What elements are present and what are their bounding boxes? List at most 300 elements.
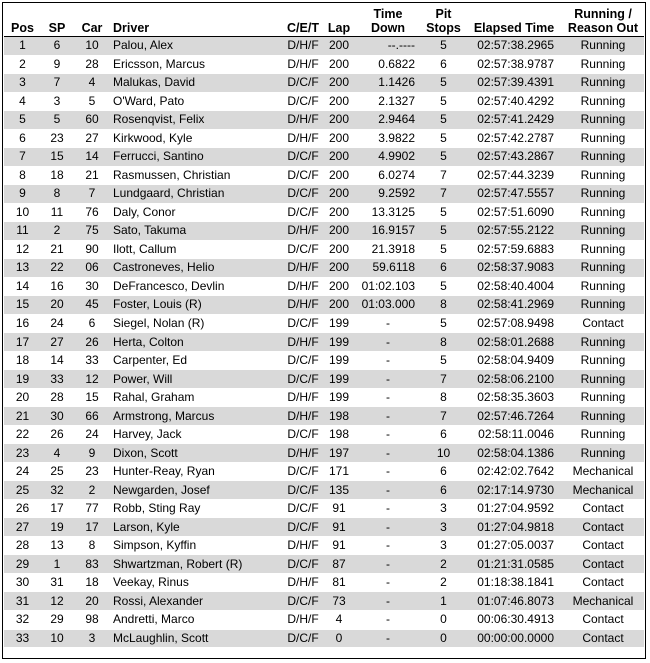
cet-cell: D/C/F <box>283 518 323 537</box>
header-elapsed-time: Elapsed Time <box>466 3 562 37</box>
car-cell: 23 <box>73 462 111 481</box>
time-down-cell: - <box>355 444 421 463</box>
sp-cell: 9 <box>41 55 73 74</box>
cet-cell: D/C/F <box>283 148 323 167</box>
sp-cell: 25 <box>41 462 73 481</box>
elapsed-time-cell: 01:27:04.9818 <box>466 518 562 537</box>
car-cell: 20 <box>73 592 111 611</box>
lap-cell: 199 <box>323 333 355 352</box>
car-cell: 3 <box>73 629 111 648</box>
elapsed-time-cell: 02:58:06.2100 <box>466 370 562 389</box>
sp-cell: 16 <box>41 277 73 296</box>
time-down-cell: 01:03.000 <box>355 296 421 315</box>
pit-stops-cell: 5 <box>421 92 466 111</box>
pit-stops-cell: 1 <box>421 592 466 611</box>
table-row <box>4 536 644 555</box>
status-cell: Contact <box>562 629 644 648</box>
table-row <box>4 610 644 629</box>
pit-stops-cell: 6 <box>421 259 466 278</box>
pos-cell: 11 <box>4 222 41 241</box>
sp-cell: 23 <box>41 129 73 148</box>
car-cell: 98 <box>73 610 111 629</box>
pos-cell: 29 <box>4 555 41 574</box>
lap-cell: 200 <box>323 222 355 241</box>
pit-stops-cell: 6 <box>421 481 466 500</box>
elapsed-time-cell: 01:07:46.8073 <box>466 592 562 611</box>
lap-cell: 73 <box>323 592 355 611</box>
driver-cell: Foster, Louis (R) <box>111 296 283 315</box>
car-cell: 8 <box>73 536 111 555</box>
status-cell: Running <box>562 166 644 185</box>
car-cell: 76 <box>73 203 111 222</box>
pit-stops-cell: 7 <box>421 185 466 204</box>
elapsed-time-cell: 02:17:14.9730 <box>466 481 562 500</box>
pos-cell: 7 <box>4 148 41 167</box>
car-cell: 10 <box>73 37 111 56</box>
driver-cell: Shwartzman, Robert (R) <box>111 555 283 574</box>
pit-stops-cell: 5 <box>421 111 466 130</box>
sp-cell: 17 <box>41 499 73 518</box>
pit-stops-cell: 5 <box>421 148 466 167</box>
time-down-cell: - <box>355 481 421 500</box>
elapsed-time-cell: 00:06:30.4913 <box>466 610 562 629</box>
table-header <box>4 3 644 37</box>
lap-cell: 91 <box>323 499 355 518</box>
sp-cell: 8 <box>41 185 73 204</box>
driver-cell: Rosenqvist, Felix <box>111 111 283 130</box>
elapsed-time-cell: 02:57:41.2429 <box>466 111 562 130</box>
lap-cell: 200 <box>323 92 355 111</box>
lap-cell: 91 <box>323 536 355 555</box>
table-row <box>4 388 644 407</box>
table-row <box>4 92 644 111</box>
sp-cell: 21 <box>41 240 73 259</box>
elapsed-time-cell: 02:57:59.6883 <box>466 240 562 259</box>
car-cell: 9 <box>73 444 111 463</box>
lap-cell: 4 <box>323 610 355 629</box>
time-down-cell: 2.1327 <box>355 92 421 111</box>
sp-cell: 26 <box>41 425 73 444</box>
header-time-down: Time Down <box>355 3 421 37</box>
cet-cell: D/H/F <box>283 536 323 555</box>
table-row <box>4 314 644 333</box>
pos-cell: 18 <box>4 351 41 370</box>
elapsed-time-cell: 01:21:31.0585 <box>466 555 562 574</box>
elapsed-time-cell: 02:58:35.3603 <box>466 388 562 407</box>
pos-cell: 26 <box>4 499 41 518</box>
pit-stops-cell: 8 <box>421 388 466 407</box>
car-cell: 21 <box>73 166 111 185</box>
pos-cell: 4 <box>4 92 41 111</box>
lap-cell: 200 <box>323 37 355 56</box>
sp-cell: 29 <box>41 610 73 629</box>
sp-cell: 20 <box>41 296 73 315</box>
status-cell: Running <box>562 148 644 167</box>
pos-cell: 23 <box>4 444 41 463</box>
pit-stops-cell: 0 <box>421 629 466 648</box>
results-sheet <box>2 2 646 659</box>
sp-cell: 12 <box>41 592 73 611</box>
time-down-cell: - <box>355 592 421 611</box>
car-cell: 66 <box>73 407 111 426</box>
pit-stops-cell: 5 <box>421 222 466 241</box>
elapsed-time-cell: 02:58:01.2688 <box>466 333 562 352</box>
lap-cell: 200 <box>323 185 355 204</box>
time-down-cell: 01:02.103 <box>355 277 421 296</box>
table-row <box>4 407 644 426</box>
elapsed-time-cell: 01:18:38.1841 <box>466 573 562 592</box>
pit-stops-cell: 5 <box>421 277 466 296</box>
cet-cell: D/H/F <box>283 388 323 407</box>
driver-cell: Rossi, Alexander <box>111 592 283 611</box>
sp-cell: 5 <box>41 111 73 130</box>
time-down-cell: 1.1426 <box>355 74 421 93</box>
time-down-cell: 59.6118 <box>355 259 421 278</box>
lap-cell: 199 <box>323 351 355 370</box>
header-pos: Pos <box>4 3 41 37</box>
time-down-cell: - <box>355 425 421 444</box>
pit-stops-cell: 2 <box>421 573 466 592</box>
sp-cell: 18 <box>41 166 73 185</box>
table-row <box>4 55 644 74</box>
lap-cell: 0 <box>323 629 355 648</box>
sp-cell: 22 <box>41 259 73 278</box>
status-cell: Running <box>562 370 644 389</box>
status-cell: Running <box>562 203 644 222</box>
table-row <box>4 240 644 259</box>
driver-cell: Castroneves, Helio <box>111 259 283 278</box>
driver-cell: Sato, Takuma <box>111 222 283 241</box>
driver-cell: Ferrucci, Santino <box>111 148 283 167</box>
driver-cell: Hunter-Reay, Ryan <box>111 462 283 481</box>
driver-cell: DeFrancesco, Devlin <box>111 277 283 296</box>
header-lap: Lap <box>323 3 355 37</box>
table-row <box>4 518 644 537</box>
status-cell: Running <box>562 351 644 370</box>
cet-cell: D/C/F <box>283 629 323 648</box>
pit-stops-cell: 5 <box>421 351 466 370</box>
pos-cell: 12 <box>4 240 41 259</box>
header-car: Car <box>73 3 111 37</box>
cet-cell: D/H/F <box>283 333 323 352</box>
cet-cell: D/H/F <box>283 129 323 148</box>
status-cell: Contact <box>562 555 644 574</box>
elapsed-time-cell: 02:57:42.2787 <box>466 129 562 148</box>
lap-cell: 200 <box>323 277 355 296</box>
driver-cell: Larson, Kyle <box>111 518 283 537</box>
time-down-cell: 3.9822 <box>355 129 421 148</box>
table-row <box>4 74 644 93</box>
status-cell: Running <box>562 111 644 130</box>
time-down-cell: - <box>355 388 421 407</box>
pit-stops-cell: 3 <box>421 536 466 555</box>
table-row <box>4 629 644 648</box>
pit-stops-cell: 6 <box>421 425 466 444</box>
cet-cell: D/C/F <box>283 481 323 500</box>
table-row <box>4 203 644 222</box>
table-row <box>4 37 644 56</box>
cet-cell: D/C/F <box>283 314 323 333</box>
lap-cell: 199 <box>323 388 355 407</box>
status-cell: Mechanical <box>562 462 644 481</box>
elapsed-time-cell: 02:57:38.2965 <box>466 37 562 56</box>
pos-cell: 33 <box>4 629 41 648</box>
lap-cell: 200 <box>323 240 355 259</box>
table-row <box>4 129 644 148</box>
pos-cell: 20 <box>4 388 41 407</box>
lap-cell: 199 <box>323 370 355 389</box>
driver-cell: Ilott, Callum <box>111 240 283 259</box>
pit-stops-cell: 5 <box>421 203 466 222</box>
pos-cell: 17 <box>4 333 41 352</box>
driver-cell: Dixon, Scott <box>111 444 283 463</box>
table-row <box>4 277 644 296</box>
lap-cell: 200 <box>323 55 355 74</box>
table-row <box>4 573 644 592</box>
driver-cell: Harvey, Jack <box>111 425 283 444</box>
lap-cell: 199 <box>323 314 355 333</box>
driver-cell: Carpenter, Ed <box>111 351 283 370</box>
pos-cell: 2 <box>4 55 41 74</box>
pos-cell: 14 <box>4 277 41 296</box>
status-cell: Running <box>562 240 644 259</box>
pos-cell: 28 <box>4 536 41 555</box>
lap-cell: 91 <box>323 518 355 537</box>
car-cell: 77 <box>73 499 111 518</box>
lap-cell: 197 <box>323 444 355 463</box>
table-row <box>4 351 644 370</box>
sp-cell: 7 <box>41 74 73 93</box>
car-cell: 60 <box>73 111 111 130</box>
table-row <box>4 481 644 500</box>
cet-cell: D/H/F <box>283 296 323 315</box>
status-cell: Contact <box>562 314 644 333</box>
elapsed-time-cell: 02:57:51.6090 <box>466 203 562 222</box>
cet-cell: D/C/F <box>283 166 323 185</box>
cet-cell: D/C/F <box>283 92 323 111</box>
cet-cell: D/C/F <box>283 185 323 204</box>
pit-stops-cell: 7 <box>421 407 466 426</box>
status-cell: Contact <box>562 536 644 555</box>
cet-cell: D/H/F <box>283 573 323 592</box>
elapsed-time-cell: 02:57:39.4391 <box>466 74 562 93</box>
pos-cell: 5 <box>4 111 41 130</box>
race-results-table <box>4 3 644 648</box>
car-cell: 6 <box>73 314 111 333</box>
cet-cell: D/H/F <box>283 259 323 278</box>
table-row <box>4 444 644 463</box>
table-row <box>4 370 644 389</box>
status-cell: Mechanical <box>562 592 644 611</box>
driver-cell: Palou, Alex <box>111 37 283 56</box>
time-down-cell: - <box>355 499 421 518</box>
status-cell: Running <box>562 407 644 426</box>
pos-cell: 31 <box>4 592 41 611</box>
time-down-cell: 13.3125 <box>355 203 421 222</box>
time-down-cell: - <box>355 314 421 333</box>
driver-cell: Kirkwood, Kyle <box>111 129 283 148</box>
car-cell: 90 <box>73 240 111 259</box>
pos-cell: 3 <box>4 74 41 93</box>
pit-stops-cell: 3 <box>421 499 466 518</box>
car-cell: 24 <box>73 425 111 444</box>
pos-cell: 6 <box>4 129 41 148</box>
pos-cell: 8 <box>4 166 41 185</box>
time-down-cell: - <box>355 462 421 481</box>
pos-cell: 32 <box>4 610 41 629</box>
car-cell: 30 <box>73 277 111 296</box>
status-cell: Running <box>562 37 644 56</box>
header-driver: Driver <box>111 3 283 37</box>
elapsed-time-cell: 02:58:04.1386 <box>466 444 562 463</box>
status-cell: Running <box>562 388 644 407</box>
table-row <box>4 555 644 574</box>
driver-cell: McLaughlin, Scott <box>111 629 283 648</box>
car-cell: 75 <box>73 222 111 241</box>
cet-cell: D/C/F <box>283 74 323 93</box>
sp-cell: 2 <box>41 222 73 241</box>
status-cell: Running <box>562 222 644 241</box>
pos-cell: 1 <box>4 37 41 56</box>
status-cell: Running <box>562 333 644 352</box>
time-down-cell: - <box>355 536 421 555</box>
car-cell: 45 <box>73 296 111 315</box>
status-cell: Running <box>562 129 644 148</box>
elapsed-time-cell: 02:57:40.4292 <box>466 92 562 111</box>
sp-cell: 1 <box>41 555 73 574</box>
time-down-cell: - <box>355 407 421 426</box>
status-cell: Mechanical <box>562 481 644 500</box>
lap-cell: 200 <box>323 129 355 148</box>
pos-cell: 22 <box>4 425 41 444</box>
status-cell: Contact <box>562 499 644 518</box>
cet-cell: D/C/F <box>283 499 323 518</box>
pit-stops-cell: 5 <box>421 37 466 56</box>
driver-cell: O'Ward, Pato <box>111 92 283 111</box>
elapsed-time-cell: 02:58:41.2969 <box>466 296 562 315</box>
pos-cell: 10 <box>4 203 41 222</box>
cet-cell: D/H/F <box>283 407 323 426</box>
table-row <box>4 462 644 481</box>
pit-stops-cell: 7 <box>421 370 466 389</box>
driver-cell: Daly, Conor <box>111 203 283 222</box>
cet-cell: D/H/F <box>283 111 323 130</box>
lap-cell: 198 <box>323 425 355 444</box>
sp-cell: 30 <box>41 407 73 426</box>
cet-cell: D/H/F <box>283 444 323 463</box>
driver-cell: Rasmussen, Christian <box>111 166 283 185</box>
car-cell: 83 <box>73 555 111 574</box>
pos-cell: 9 <box>4 185 41 204</box>
driver-cell: Rahal, Graham <box>111 388 283 407</box>
cet-cell: D/H/F <box>283 610 323 629</box>
car-cell: 4 <box>73 74 111 93</box>
status-cell: Contact <box>562 518 644 537</box>
driver-cell: Power, Will <box>111 370 283 389</box>
pos-cell: 13 <box>4 259 41 278</box>
status-cell: Contact <box>562 610 644 629</box>
pit-stops-cell: 5 <box>421 74 466 93</box>
pos-cell: 24 <box>4 462 41 481</box>
cet-cell: D/C/F <box>283 240 323 259</box>
elapsed-time-cell: 02:57:43.2867 <box>466 148 562 167</box>
lap-cell: 200 <box>323 296 355 315</box>
driver-cell: Ericsson, Marcus <box>111 55 283 74</box>
sp-cell: 28 <box>41 388 73 407</box>
time-down-cell: 9.2592 <box>355 185 421 204</box>
elapsed-time-cell: 02:58:11.0046 <box>466 425 562 444</box>
sp-cell: 10 <box>41 629 73 648</box>
lap-cell: 200 <box>323 203 355 222</box>
status-cell: Running <box>562 185 644 204</box>
time-down-cell: - <box>355 518 421 537</box>
car-cell: 28 <box>73 55 111 74</box>
sp-cell: 6 <box>41 37 73 56</box>
elapsed-time-cell: 00:00:00.0000 <box>466 629 562 648</box>
cet-cell: D/H/F <box>283 222 323 241</box>
pit-stops-cell: 2 <box>421 555 466 574</box>
elapsed-time-cell: 02:57:55.2122 <box>466 222 562 241</box>
pit-stops-cell: 6 <box>421 55 466 74</box>
driver-cell: Andretti, Marco <box>111 610 283 629</box>
status-cell: Running <box>562 296 644 315</box>
sp-cell: 24 <box>41 314 73 333</box>
cet-cell: D/C/F <box>283 351 323 370</box>
header-status: Running / Reason Out <box>562 3 644 37</box>
cet-cell: D/H/F <box>283 277 323 296</box>
header-sp: SP <box>41 3 73 37</box>
driver-cell: Siegel, Nolan (R) <box>111 314 283 333</box>
driver-cell: Newgarden, Josef <box>111 481 283 500</box>
time-down-cell: 2.9464 <box>355 111 421 130</box>
pit-stops-cell: 7 <box>421 166 466 185</box>
cet-cell: D/H/F <box>283 55 323 74</box>
car-cell: 33 <box>73 351 111 370</box>
car-cell: 27 <box>73 129 111 148</box>
lap-cell: 171 <box>323 462 355 481</box>
status-cell: Running <box>562 55 644 74</box>
table-row <box>4 222 644 241</box>
status-cell: Running <box>562 425 644 444</box>
car-cell: 12 <box>73 370 111 389</box>
time-down-cell: --.---- <box>355 37 421 56</box>
driver-cell: Malukas, David <box>111 74 283 93</box>
sp-cell: 13 <box>41 536 73 555</box>
table-row <box>4 166 644 185</box>
pit-stops-cell: 5 <box>421 240 466 259</box>
time-down-cell: - <box>355 573 421 592</box>
elapsed-time-cell: 02:57:08.9498 <box>466 314 562 333</box>
pos-cell: 19 <box>4 370 41 389</box>
table-row <box>4 592 644 611</box>
status-cell: Contact <box>562 573 644 592</box>
status-cell: Running <box>562 92 644 111</box>
lap-cell: 81 <box>323 573 355 592</box>
sp-cell: 4 <box>41 444 73 463</box>
pit-stops-cell: 5 <box>421 314 466 333</box>
pos-cell: 16 <box>4 314 41 333</box>
car-cell: 2 <box>73 481 111 500</box>
pit-stops-cell: 6 <box>421 462 466 481</box>
car-cell: 26 <box>73 333 111 352</box>
pos-cell: 27 <box>4 518 41 537</box>
time-down-cell: - <box>355 610 421 629</box>
lap-cell: 198 <box>323 407 355 426</box>
cet-cell: D/C/F <box>283 592 323 611</box>
time-down-cell: - <box>355 333 421 352</box>
table-body <box>4 37 644 648</box>
sp-cell: 11 <box>41 203 73 222</box>
